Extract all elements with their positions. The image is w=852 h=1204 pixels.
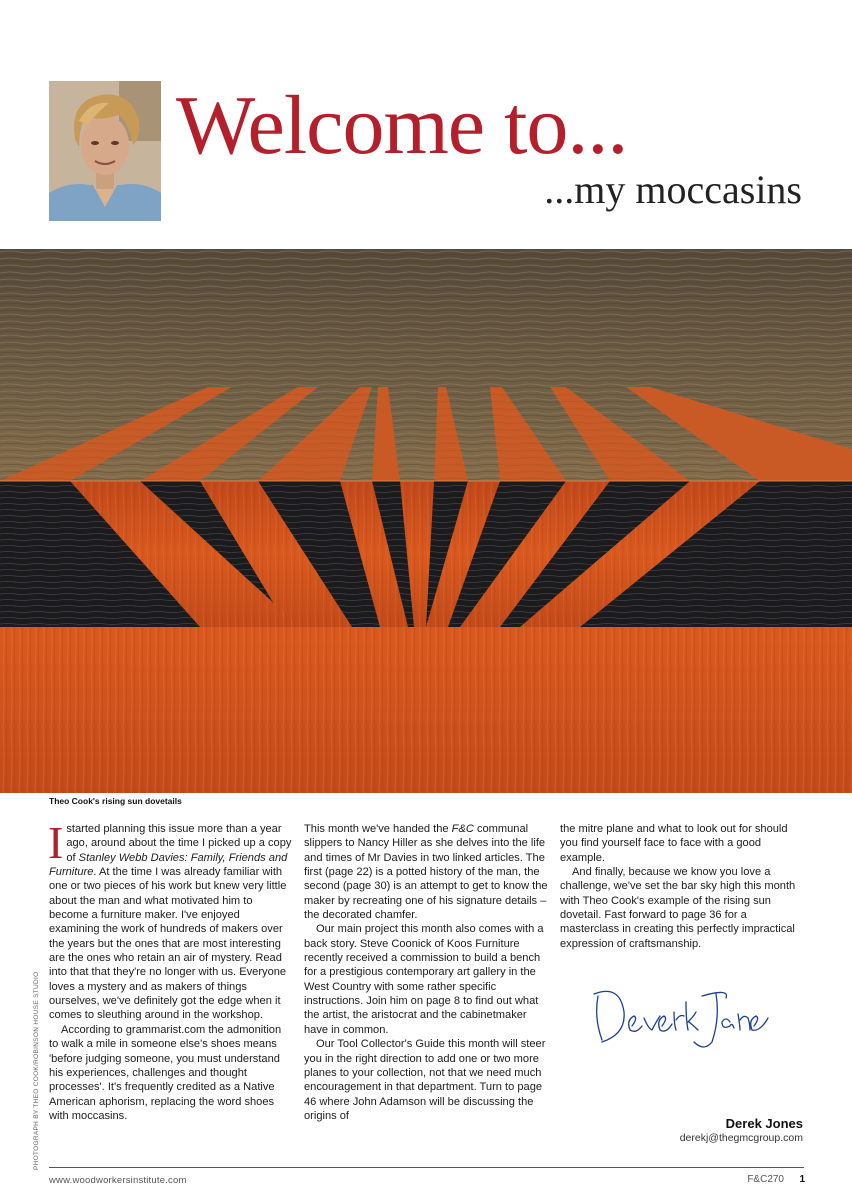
article-paragraph: Our Tool Collector's Guide this month will steer you in the right direction to add one or two more planes to your collection, not that we need much encouragement in that department. Turn to page 46 where John Adamson will be discussing the origins of	[304, 1038, 546, 1122]
footer-website-link[interactable]: www.woodworkersinstitute.com	[49, 1175, 187, 1186]
article-paragraph: This month we've handed the F&C communal slippers to Nancy Hiller as she delves into the life and times of Mr Davies in two linked articles. The first (page 22) is a potted history of the man, the second (page 30) is an attempt to get to know the maker by recreating one of his signature details – the decorated chamfer.	[304, 823, 548, 922]
magazine-name: F&C	[451, 823, 474, 835]
article-column-3	[560, 822, 804, 951]
article-paragraph: According to grammarist.com the admonition to walk a mile in someone else's shoes means 'before judging someone, you must understand his experiences, challenges and thought processes'. It's frequently credited as a Native American aphorism, replacing the word shoes with moccasins.	[49, 1023, 282, 1122]
editor-name: Derek Jones	[725, 1116, 803, 1131]
page-subtitle: ...my moccasins	[544, 167, 802, 212]
article-column-1	[48, 817, 293, 1123]
editor-portrait	[49, 81, 161, 221]
handwritten-signature	[590, 982, 770, 1058]
article-paragraph: the mitre plane and what to look out for should you find yourself face to face with a good example.	[560, 823, 788, 864]
footer-issue-number: F&C270	[747, 1174, 784, 1185]
article-paragraph: And finally, because we know you love a challenge, we've set the bar sky high this month with Theo Cook's example of the rising sun dovetail. Fast forward to page 36 for a masterclass in creating this perfectly impractical expression of craftsmanship.	[560, 866, 796, 950]
photo-credit: PHOTOGRAPH BY THEO COOK/ROBINSON HOUSE STUDIO	[33, 971, 40, 1170]
footer-rule	[49, 1167, 804, 1168]
book-title: Stanley Webb Davies: Family, Friends and Furniture	[49, 851, 288, 879]
footer-page-number: 1	[799, 1174, 805, 1185]
photo-caption: Theo Cook's rising sun dovetails	[49, 796, 182, 806]
hero-photo-rising-sun-dovetails	[0, 249, 852, 793]
page-title: Welcome to...	[176, 79, 628, 172]
article-paragraph: Our main project this month also comes with a back story. Steve Coonick of Koos Furniture recently received a commission to build a bench for a prestigious contemporary art gallery in the West Country with some rather specific instructions. Join him on page 8 to find out what the artist, the aristocrat and the cabinetmaker have in common.	[304, 923, 544, 1036]
drop-cap: I	[48, 817, 64, 868]
article-paragraph: Istarted planning this issue more than a year ago, around about the time I picked up a copy of Stanley Webb Davies: Family, Friends and Furniture. At the time I was already familiar with one or two pieces of his work but knew very little about the man and what motivated him to become a furniture maker. I've enjoyed examining the work of hundreds of makers over the years but the ones that are most interesting are the ones who retain an air of mystery. Read into that that they're no longer with us. Everyone loves a mystery and as makers of things ourselves, we've definitely got the edge when it comes to sleuthing around in the workshop.	[48, 817, 292, 1022]
article-column-2	[304, 822, 548, 1123]
editor-email[interactable]: derekj@thegmcgroup.com	[679, 1132, 803, 1144]
